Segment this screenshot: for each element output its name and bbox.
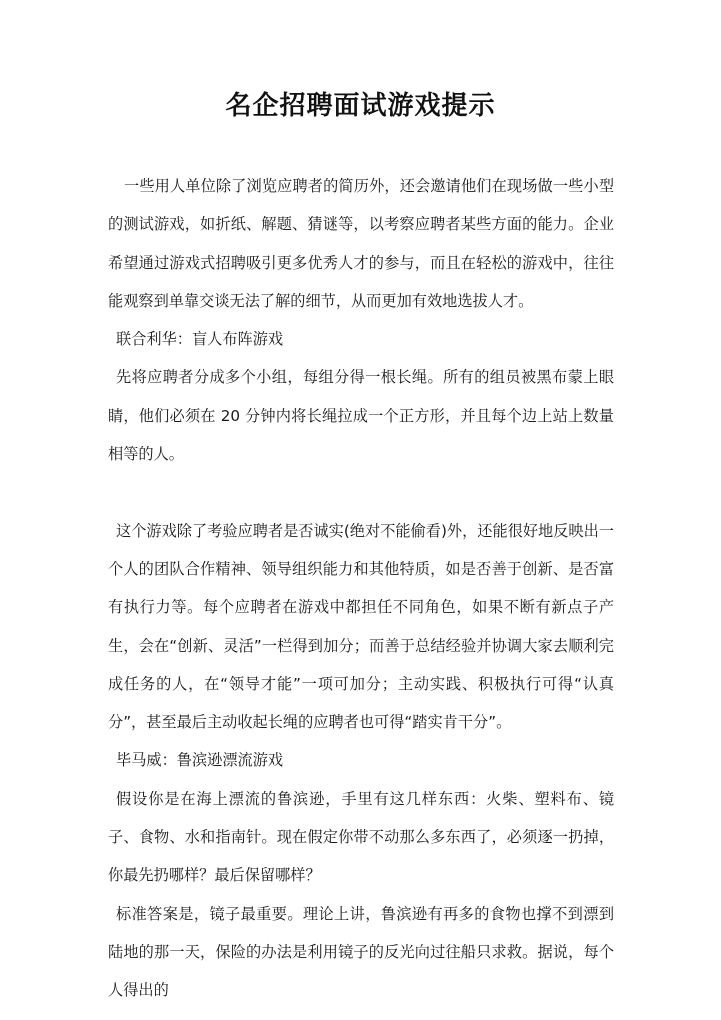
kpmg-paragraph-question: 假设你是在海上漂流的鲁滨逊，手里有这几样东西：火柴、塑料布、镜子、食物、水和指南针。现在假定你带不动那么多东西了，必须逐一扔掉，你最先扔哪样？最后保留哪样？ xyxy=(108,789,614,885)
unilever-paragraph-evaluation: 这个游戏除了考验应聘者是否诚实(绝对不能偷看)外，还能很好地反映出一个人的团队合作精神、领导组织能力和其他特质，如是否善于创新、是否富有执行力等。每个应聘者在游戏中都担任不同角色，如果不断有新点子产生，会在“创新、灵活”一栏得到加分；而善于总结经验并协调大家去顺利完成任务的人，在“领导才能”一项可加分；主动实践、积极执行可得“认真分”，甚至最后主动收起长绳的应聘者也可得“踏实肯干分”。 xyxy=(108,521,614,732)
section-heading-unilever: 联合利华：盲人布阵游戏 xyxy=(116,330,284,349)
kpmg-paragraph-answer: 标准答案是，镜子最重要。理论上讲，鲁滨逊有再多的食物也撑不到漂到陆地的那一天，保险的办法是利用镜子的反光向过往船只求救。据说，每个人得出的 xyxy=(108,904,614,1000)
intro-paragraph: 一些用人单位除了浏览应聘者的简历外，还会邀请他们在现场做一些小型的测试游戏，如折纸、解题、猜谜等，以考察应聘者某些方面的能力。企业希望通过游戏式招聘吸引更多优秀人才的参与，而且在轻松的游戏中，往往能观察到单靠交谈无法了解的细节，从而更加有效地选拔人才。 xyxy=(108,177,614,310)
section-heading-kpmg: 毕马威：鲁滨逊漂流游戏 xyxy=(116,751,284,770)
blank-line xyxy=(108,473,614,511)
unilever-paragraph-rules: 先将应聘者分成多个小组，每组分得一根长绳。所有的组员被黑布蒙上眼睛，他们必须在 20 分钟内将长绳拉成一个正方形，并且每个边上站上数量相等的人。 xyxy=(108,368,614,464)
document-body xyxy=(108,167,614,1010)
document-title: 名企招聘面试游戏提示 xyxy=(225,91,496,121)
